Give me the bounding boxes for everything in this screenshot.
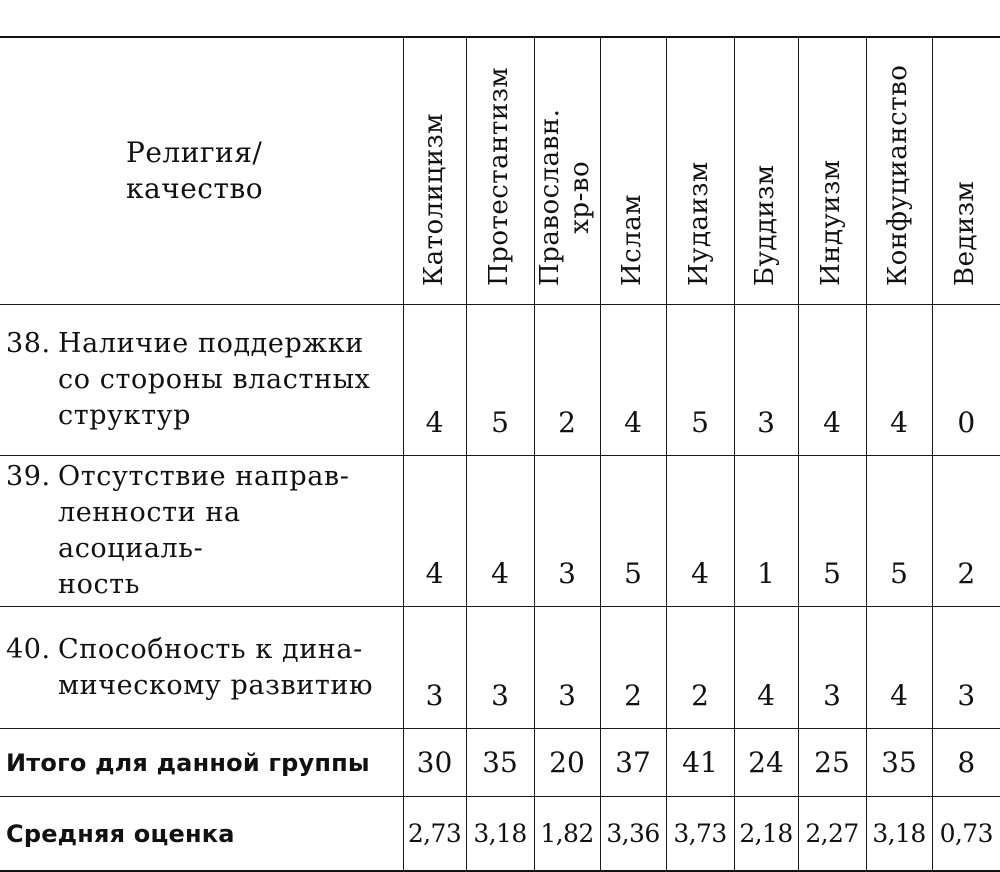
average-cell: 0,73 (932, 797, 1000, 872)
religion-header (666, 37, 734, 305)
religion-label: Буддизм (750, 164, 780, 286)
religion-label: Иудаизм (684, 161, 714, 286)
religion-header (866, 37, 932, 305)
average-cell: 3,18 (466, 797, 534, 872)
score-cell: 5 (600, 456, 666, 607)
average-cell: 2,18 (734, 797, 798, 872)
total-cell: 20 (534, 729, 600, 797)
criterion-cell (0, 607, 403, 729)
total-row (0, 729, 1000, 797)
score-cell: 2 (932, 456, 1000, 607)
criterion-row (0, 607, 1000, 729)
score-cell: 2 (534, 305, 600, 456)
religion-header (466, 37, 534, 305)
average-cell: 2,27 (798, 797, 866, 872)
score-cell: 4 (600, 305, 666, 456)
score-cell: 4 (466, 456, 534, 607)
score-cell: 4 (866, 305, 932, 456)
religion-label: Протестантизм (484, 66, 514, 286)
score-cell: 5 (666, 305, 734, 456)
criterion-text: Отсутствие направ- ленности на асоциаль- ность (58, 461, 350, 600)
score-cell: 3 (466, 607, 534, 729)
average-cell: 3,73 (666, 797, 734, 872)
score-cell: 5 (466, 305, 534, 456)
total-cell: 35 (866, 729, 932, 797)
religion-label: Католицизм (418, 113, 449, 286)
average-row (0, 797, 1000, 872)
criterion-number: 40. (6, 633, 51, 665)
criterion-cell (0, 456, 403, 607)
religion-header (534, 37, 600, 305)
average-cell: 3,36 (600, 797, 666, 872)
score-cell: 4 (798, 305, 866, 456)
total-cell: 41 (666, 729, 734, 797)
total-cell: 8 (932, 729, 1000, 797)
score-cell: 3 (932, 607, 1000, 729)
criterion-row (0, 305, 1000, 456)
score-cell: 1 (734, 456, 798, 607)
score-cell: 4 (403, 305, 466, 456)
criterion-number: 38. (6, 328, 51, 359)
average-cell: 3,18 (866, 797, 932, 872)
religion-header (403, 37, 466, 305)
score-cell: 4 (734, 607, 798, 729)
total-cell: 24 (734, 729, 798, 797)
criterion-text: Способность к дина- мическому развитию (58, 633, 374, 701)
score-cell: 4 (866, 607, 932, 729)
score-cell: 2 (666, 607, 734, 729)
total-cell: 37 (600, 729, 666, 797)
criterion-number: 39. (6, 461, 51, 492)
score-cell: 3 (534, 456, 600, 607)
total-cell: 35 (466, 729, 534, 797)
score-cell: 5 (866, 456, 932, 607)
religion-header (798, 37, 866, 305)
religion-label: Православн. хр-во (535, 108, 595, 286)
total-cell: 25 (798, 729, 866, 797)
score-cell: 3 (403, 607, 466, 729)
average-label: Средняя оценка (0, 797, 403, 872)
criterion-cell (0, 305, 403, 456)
religion-label: Конфуцианство (883, 64, 913, 286)
score-cell: 3 (798, 607, 866, 729)
religion-header (600, 37, 666, 305)
religion-label: Ведизм (950, 180, 981, 286)
religion-label: Ислам (617, 194, 647, 286)
score-cell: 3 (534, 607, 600, 729)
total-label: Итого для данной группы (0, 729, 403, 797)
average-cell: 2,73 (403, 797, 466, 872)
religion-header (932, 37, 1000, 305)
corner-header (0, 37, 403, 305)
score-cell: 4 (403, 456, 466, 607)
average-cell: 1,82 (534, 797, 600, 872)
religion-header (734, 37, 798, 305)
header-row (0, 37, 1000, 305)
corner-label: Религия/ качество (126, 136, 264, 205)
score-cell: 3 (734, 305, 798, 456)
criterion-row (0, 456, 1000, 607)
score-cell: 2 (600, 607, 666, 729)
criterion-text: Наличие поддержки со стороны властных структур (58, 328, 371, 431)
religion-quality-table (0, 36, 1000, 872)
religion-label: Индуизм (816, 159, 846, 286)
score-cell: 0 (932, 305, 1000, 456)
total-cell: 30 (403, 729, 466, 797)
score-cell: 4 (666, 456, 734, 607)
score-cell: 5 (798, 456, 866, 607)
